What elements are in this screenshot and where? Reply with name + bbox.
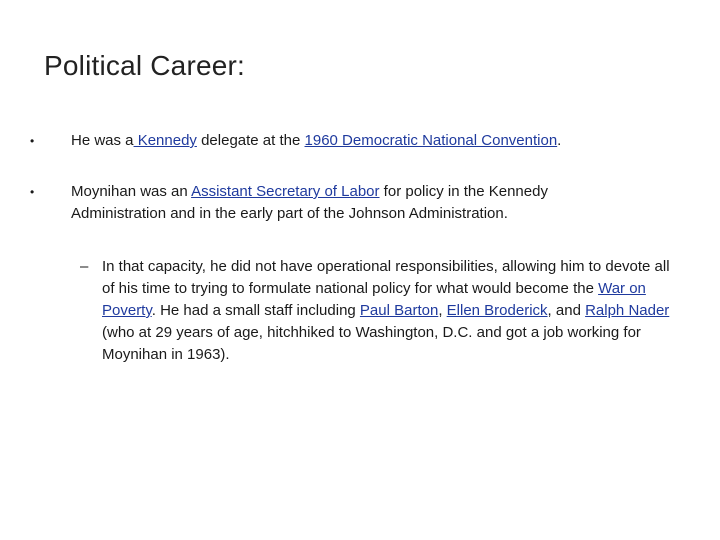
sub-bullet-marker: – — [80, 258, 89, 275]
sub-bullet-text-part: (who at 29 years of age, hitchhiked to Washington, D.C. and got a job working for Moynihan in 1963). — [102, 324, 641, 363]
bullet-text-part: . — [557, 132, 562, 149]
bullet-marker: • — [30, 134, 35, 148]
bullet-marker: • — [30, 185, 35, 199]
bullet-text-part: He was a — [71, 132, 134, 149]
link-war-on-poverty[interactable]: War on Poverty — [102, 280, 646, 319]
sub-bullet-text-part: , — [438, 302, 447, 319]
bullet-text-part: delegate at the — [196, 132, 305, 149]
link-ralph-nader[interactable]: Ralph Nader — [585, 302, 670, 319]
link-1960-democratic-national-convention[interactable]: 1960 Democratic National Convention — [304, 132, 558, 149]
link-paul-barton[interactable]: Paul Barton — [359, 302, 439, 319]
sub-bullet-text-part: . He had a small staff including — [151, 302, 360, 319]
link-ellen-broderick[interactable]: Ellen Broderick — [446, 302, 548, 319]
bullet-text — [71, 181, 631, 225]
bullet-text-part: Moynihan was an — [71, 183, 192, 200]
sub-bullet-text — [102, 256, 672, 366]
link-assistant-secretary-of-labor[interactable]: Assistant Secretary of Labor — [191, 183, 380, 200]
bullet-text — [71, 130, 671, 152]
sub-bullet-text-part: , and — [547, 302, 586, 319]
sub-bullet-text-part: In that capacity, he did not have operational responsibilities, allowing him to devote all of his time to trying to formulate national policy for what would become the — [102, 258, 670, 297]
slide-title: Political Career: — [44, 50, 246, 81]
link-kennedy[interactable]: Kennedy — [133, 132, 197, 149]
bullet-text-part: for policy in the Kennedy Administration and in the early part of the Johnson Administration. — [71, 183, 548, 222]
